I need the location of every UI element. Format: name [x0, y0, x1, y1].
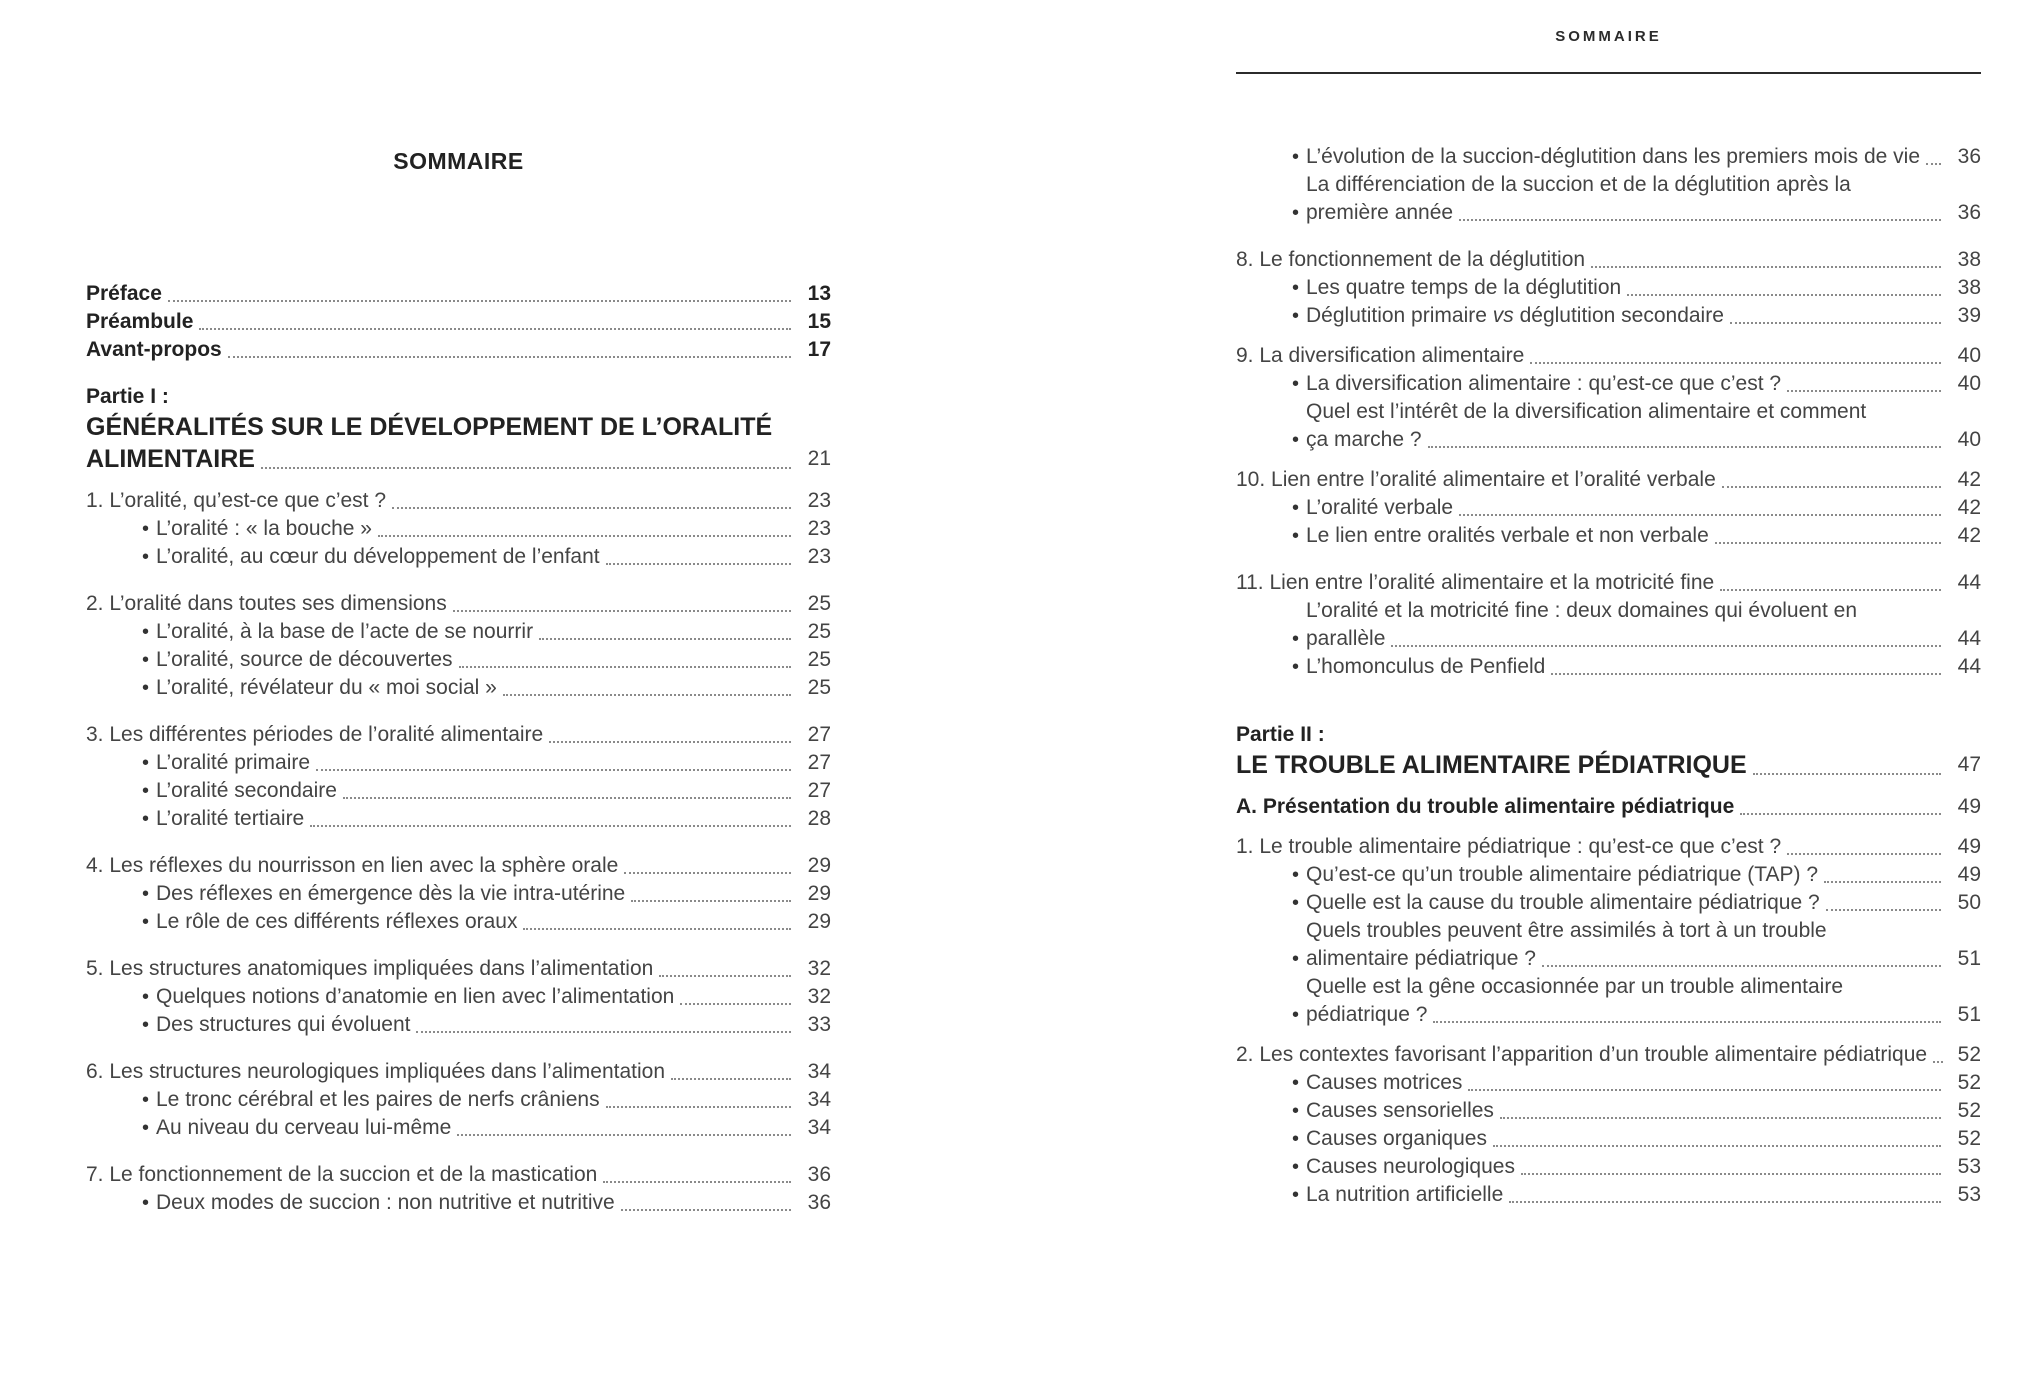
- leader-dots: [1591, 266, 1941, 268]
- toc-section[interactable]: 8. Le fonctionnement de la déglutition 38: [1236, 248, 1981, 271]
- leader-dots: [549, 741, 791, 743]
- toc-section[interactable]: 5. Les structures anatomiques impliquées dans l’alimentation 32: [86, 957, 831, 980]
- leader-dots: [606, 1106, 791, 1108]
- leader-dots: [1500, 1117, 1941, 1119]
- running-head: SOMMAIRE: [1555, 28, 1662, 45]
- leader-dots: [539, 638, 791, 640]
- part-title: GÉNÉRALITÉS SUR LE DÉVELOPPEMENT DE L’ORALITÉ: [86, 413, 773, 441]
- leader-dots: [624, 872, 791, 874]
- toc-subitem[interactable]: • La différenciation de la succion et de la déglutition après la première année 36: [1236, 171, 1981, 227]
- toc-subitem[interactable]: • Déglutition primaire vs déglutition secondaire 39: [1236, 302, 1981, 330]
- toc-section[interactable]: 4. Les réflexes du nourrisson en lien avec la sphère orale 29: [86, 854, 831, 877]
- toc-subitem[interactable]: • Causes organiques 52: [1236, 1125, 1981, 1153]
- toc-subitem[interactable]: • Quel est l’intérêt de la diversification alimentaire et comment ça marche ? 40: [1236, 398, 1981, 454]
- toc-subitem[interactable]: • Le rôle de ces différents réflexes oraux 29: [86, 908, 831, 936]
- leader-dots: [1730, 322, 1941, 324]
- toc-left-column: [86, 280, 831, 1217]
- toc-subitem[interactable]: • L’oralité tertiaire 28: [86, 805, 831, 833]
- toc-right-column: [1236, 143, 1981, 1209]
- leader-dots: [316, 769, 791, 771]
- leader-dots: [1459, 219, 1941, 221]
- leader-dots: [1722, 486, 1941, 488]
- leader-dots: [1824, 881, 1941, 883]
- leader-dots: [1551, 673, 1941, 675]
- leader-dots: [659, 975, 791, 977]
- toc-subitem[interactable]: • L’oralité verbale 42: [1236, 494, 1981, 522]
- leader-dots: [457, 1134, 791, 1136]
- toc-subitem[interactable]: • Des structures qui évoluent 33: [86, 1011, 831, 1039]
- leader-dots: [1926, 163, 1941, 165]
- leader-dots: [606, 563, 791, 565]
- leader-dots: [1826, 909, 1941, 911]
- toc-subitem[interactable]: • L’oralité, au cœur du développement de l’enfant 23: [86, 543, 831, 571]
- toc-section[interactable]: 2. Les contextes favorisant l’apparition d’un trouble alimentaire pédiatrique 52: [1236, 1043, 1981, 1066]
- leader-dots: [1787, 390, 1941, 392]
- toc-subitem[interactable]: • L’oralité et la motricité fine : deux domaines qui évoluent en parallèle 44: [1236, 597, 1981, 653]
- leader-dots: [1509, 1201, 1941, 1203]
- leader-dots: [680, 1003, 791, 1005]
- header-rule: [1236, 72, 1981, 74]
- leader-dots: [1740, 813, 1941, 815]
- leader-dots: [1530, 362, 1941, 364]
- toc-subitem[interactable]: • Qu’est-ce qu’un trouble alimentaire pédiatrique (TAP) ? 49: [1236, 861, 1981, 889]
- leader-dots: [621, 1209, 791, 1211]
- toc-subitem[interactable]: • La diversification alimentaire : qu’est-ce que c’est ? 40: [1236, 370, 1981, 398]
- leader-dots: [1715, 542, 1941, 544]
- toc-subitem[interactable]: • Quelle est la cause du trouble alimentaire pédiatrique ? 50: [1236, 889, 1981, 917]
- toc-subitem[interactable]: • Causes motrices 52: [1236, 1069, 1981, 1097]
- toc-section[interactable]: 7. Le fonctionnement de la succion et de la mastication 36: [86, 1163, 831, 1186]
- toc-entry-avant-propos[interactable]: Avant-propos 17: [86, 338, 831, 361]
- toc-subitem[interactable]: • L’évolution de la succion-déglutition dans les premiers mois de vie 36: [1236, 143, 1981, 171]
- toc-subitem[interactable]: • Deux modes de succion : non nutritive et nutritive 36: [86, 1189, 831, 1217]
- leader-dots: [523, 928, 791, 930]
- leader-dots: [1627, 294, 1941, 296]
- leader-dots: [1433, 1021, 1941, 1023]
- leader-dots: [459, 666, 791, 668]
- leader-dots: [228, 356, 791, 358]
- toc-section[interactable]: 1. Le trouble alimentaire pédiatrique : qu’est-ce que c’est ? 49: [1236, 835, 1981, 858]
- toc-entry-part-2[interactable]: LE TROUBLE ALIMENTAIRE PÉDIATRIQUE 47: [1236, 751, 1981, 779]
- toc-entry-preambule[interactable]: Préambule 15: [86, 310, 831, 333]
- toc-section[interactable]: 11. Lien entre l’oralité alimentaire et la motricité fine 44: [1236, 571, 1981, 594]
- leader-dots: [392, 507, 791, 509]
- leader-dots: [603, 1181, 791, 1183]
- toc-subitem[interactable]: • L’oralité, révélateur du « moi social » 25: [86, 674, 831, 702]
- toc-subitem[interactable]: • L’oralité, source de découvertes 25: [86, 646, 831, 674]
- leader-dots: [1493, 1145, 1941, 1147]
- toc-subitem[interactable]: • Quels troubles peuvent être assimilés à tort à un trouble alimentaire pédiatrique ? 51: [1236, 917, 1981, 973]
- leader-dots: [671, 1078, 791, 1080]
- leader-dots: [343, 797, 791, 799]
- leader-dots: [378, 535, 791, 537]
- toc-subitem[interactable]: • L’homonculus de Penfield 44: [1236, 653, 1981, 681]
- toc-section[interactable]: 10. Lien entre l’oralité alimentaire et l’oralité verbale 42: [1236, 468, 1981, 491]
- toc-subitem[interactable]: • Causes neurologiques 53: [1236, 1153, 1981, 1181]
- leader-dots: [1933, 1061, 1943, 1063]
- leader-dots: [168, 300, 791, 302]
- toc-subitem[interactable]: • Quelques notions d’anatomie en lien avec l’alimentation 32: [86, 983, 831, 1011]
- leader-dots: [199, 328, 791, 330]
- leader-dots: [416, 1031, 791, 1033]
- leader-dots: [1787, 853, 1941, 855]
- leader-dots: [1468, 1089, 1941, 1091]
- leader-dots: [503, 694, 791, 696]
- toc-subitem[interactable]: • Le tronc cérébral et les paires de nerfs crâniens 34: [86, 1086, 831, 1114]
- right-page: [1021, 0, 2042, 1385]
- toc-section[interactable]: 6. Les structures neurologiques impliquées dans l’alimentation 34: [86, 1060, 831, 1083]
- leader-dots: [261, 467, 791, 469]
- toc-subitem[interactable]: • Le lien entre oralités verbale et non verbale 42: [1236, 522, 1981, 550]
- part-label: Partie I :: [86, 385, 169, 408]
- toc-subitem[interactable]: • La nutrition artificielle 53: [1236, 1181, 1981, 1209]
- toc-chapter-a[interactable]: A. Présentation du trouble alimentaire pédiatrique 49: [1236, 795, 1981, 818]
- toc-entry-preface[interactable]: Préface 13: [86, 282, 831, 305]
- leader-dots: [1753, 773, 1941, 775]
- toc-section[interactable]: 3. Les différentes périodes de l’oralité alimentaire 27: [86, 723, 831, 746]
- toc-entry-part-1[interactable]: ALIMENTAIRE 21: [86, 445, 831, 473]
- toc-subitem[interactable]: • Les quatre temps de la déglutition 38: [1236, 274, 1981, 302]
- leader-dots: [1542, 965, 1941, 967]
- toc-subitem[interactable]: • L’oralité, à la base de l’acte de se nourrir 25: [86, 618, 831, 646]
- leader-dots: [1391, 645, 1941, 647]
- leader-dots: [1521, 1173, 1941, 1175]
- toc-subitem[interactable]: • L’oralité : « la bouche » 23: [86, 515, 831, 543]
- leader-dots: [310, 825, 791, 827]
- page-title: SOMMAIRE: [393, 148, 524, 174]
- toc-subitem[interactable]: • Des réflexes en émergence dès la vie intra-utérine 29: [86, 880, 831, 908]
- leader-dots: [453, 610, 791, 612]
- toc-section[interactable]: 1. L’oralité, qu’est-ce que c’est ? 23: [86, 489, 831, 512]
- leader-dots: [631, 900, 791, 902]
- part-label: Partie II :: [1236, 723, 1325, 746]
- leader-dots: [1720, 589, 1941, 591]
- leader-dots: [1459, 514, 1941, 516]
- leader-dots: [1428, 446, 1941, 448]
- toc-section[interactable]: 9. La diversification alimentaire 40: [1236, 344, 1981, 367]
- toc-subitem[interactable]: • L’oralité primaire 27: [86, 749, 831, 777]
- toc-subitem[interactable]: • L’oralité secondaire 27: [86, 777, 831, 805]
- toc-subitem[interactable]: • Au niveau du cerveau lui-même 34: [86, 1114, 831, 1142]
- toc-subitem[interactable]: • Quelle est la gêne occasionnée par un trouble alimentaire pédiatrique ? 51: [1236, 973, 1981, 1029]
- toc-section[interactable]: 2. L’oralité dans toutes ses dimensions 25: [86, 592, 831, 615]
- toc-subitem[interactable]: • Causes sensorielles 52: [1236, 1097, 1981, 1125]
